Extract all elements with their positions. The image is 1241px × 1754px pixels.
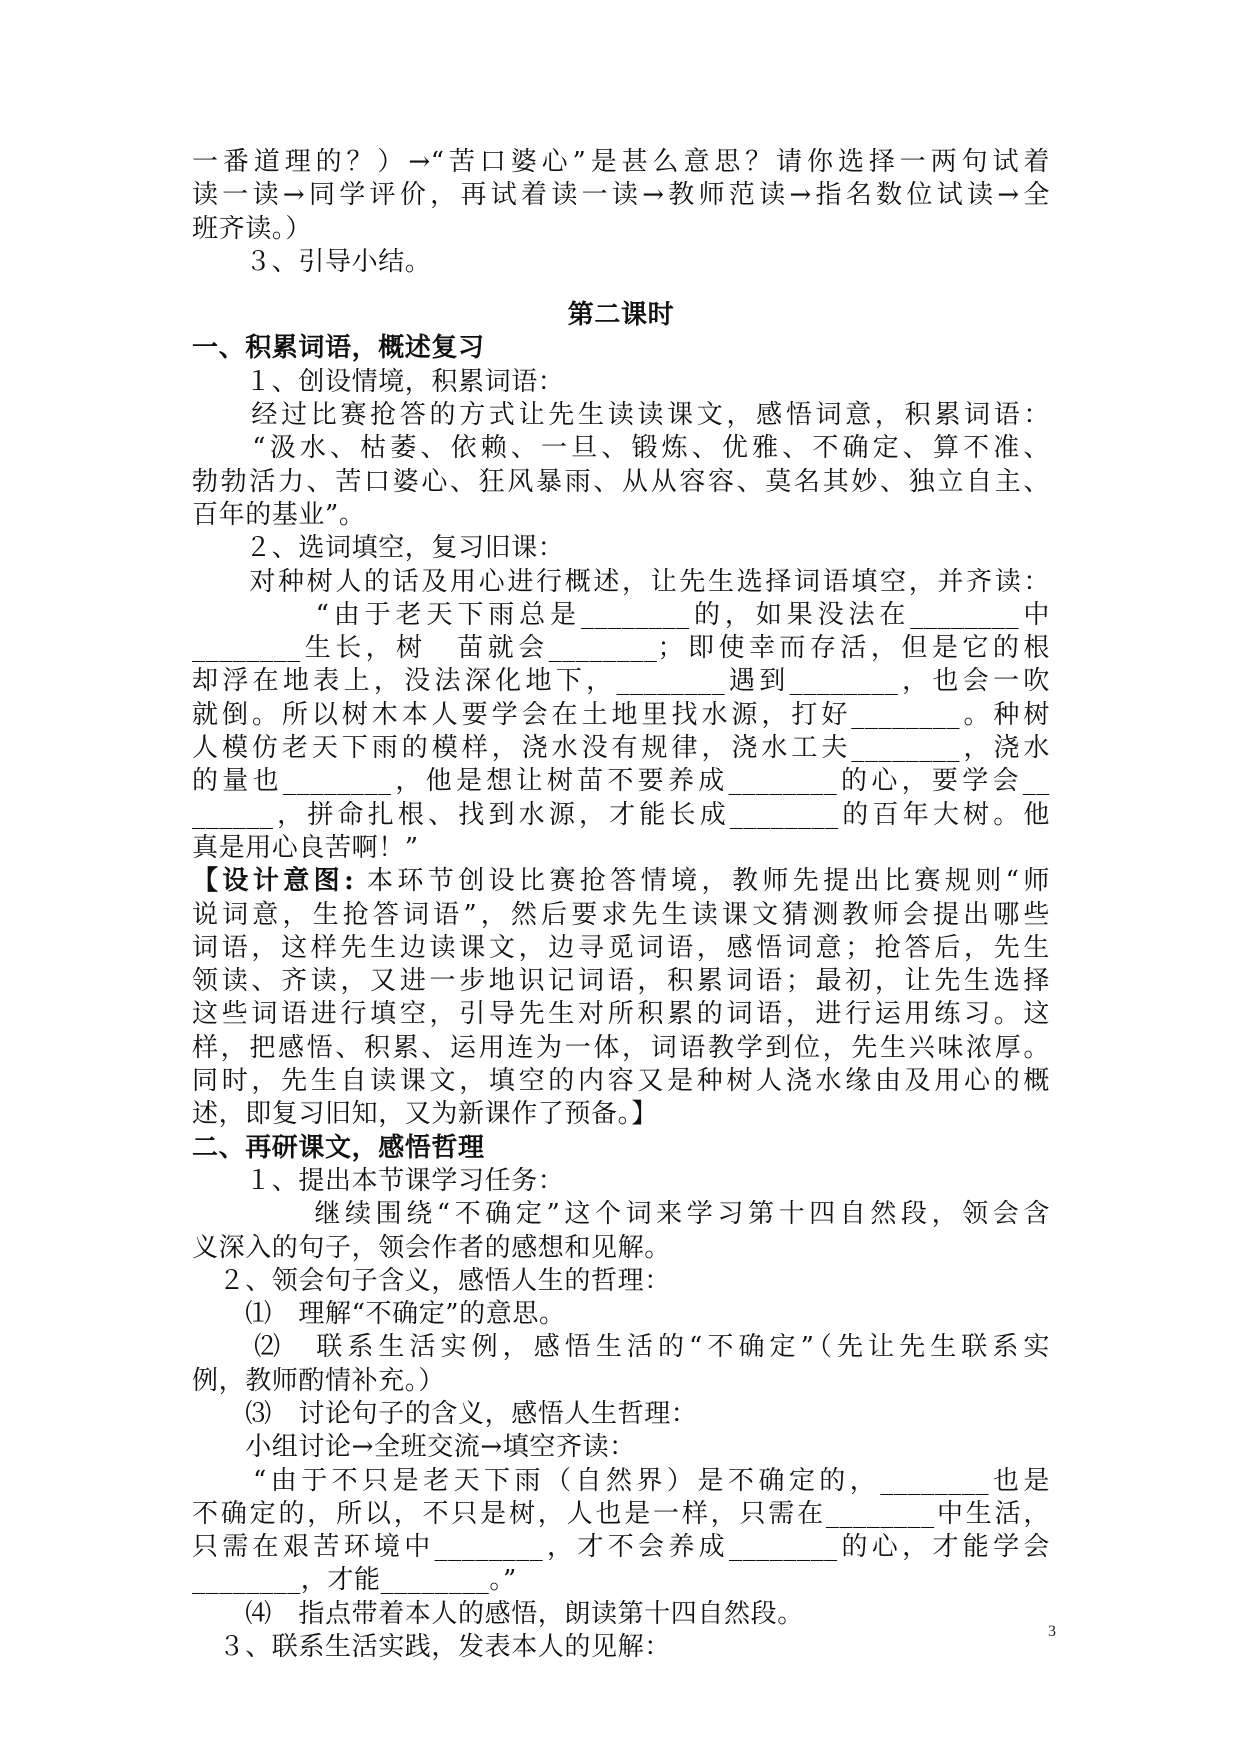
text-line: １、创设情境，积累词语：: [192, 366, 565, 397]
text-line: 经过比赛抢答的方式让先生读读课文，感悟词意，积累词语：: [192, 400, 1050, 431]
page-number: 3: [1048, 1623, 1056, 1640]
text-line: 对种树人的话及用心进行概述，让先生选择词语填空，并齐读：: [192, 566, 1050, 597]
text-line: 班齐读。）: [192, 213, 313, 244]
text-line: ２、领会句子含义，感悟人生的哲理：: [192, 1265, 671, 1296]
text-line: ⑵ 联系生活实例，感悟生活的“不确定”（先让先生联系实: [192, 1332, 1050, 1363]
text-line: ３、联系生活实践，发表本人的见解：: [192, 1632, 671, 1663]
text-line: 一番道理的？）→“苦口婆心”是甚么意思？请你选择一两句试着: [192, 147, 1050, 177]
text-line: ⑶ 讨论句子的含义，感悟人生哲理：: [192, 1398, 698, 1429]
text-line: 同时，先生自读课文，填空的内容又是种树人浇水缘由及用心的概: [192, 1066, 1050, 1097]
fill-blank-line: 却浮在地表上，没法深化地下，________遇到________，也会一吹: [192, 666, 1050, 697]
fill-blank-line: 人模仿老天下雨的模样，浇水没有规律，浇水工夫________，浇水: [192, 733, 1050, 764]
text-line: 词语，这样先生边读课文，边寻觅词语，感悟词意；抢答后，先生: [192, 932, 1050, 963]
text-line: １、提出本节课学习任务：: [192, 1165, 565, 1196]
fill-blank-line: ________，才能________。”: [192, 1565, 517, 1596]
section-heading: 二、再研课文，感悟哲理: [192, 1132, 485, 1163]
fill-blank-line: ______，拼命扎根、找到水源，才能长成________的百年大树。他: [192, 799, 1050, 830]
text-line: 小组讨论→全班交流→填空齐读：: [192, 1432, 636, 1463]
text-line: 领读、齐读，又进一步地识记词语，积累词语；最初，让先生选择: [192, 966, 1050, 997]
text-line: 例，教师酌情补充。）: [192, 1365, 446, 1396]
fill-blank-line: “由于不只是老天下雨（自然界）是不确定的，________也是: [192, 1465, 1050, 1496]
fill-blank-line: “由于老天下雨总是________的，如果没法在________中: [192, 599, 1050, 630]
text-line: ⑷ 指点带着本人的感悟，朗读第十四自然段。: [192, 1598, 804, 1629]
text-line: ２、选词填空，复习旧课：: [192, 533, 565, 564]
text-line: 读一读→同学评价，再试着读一读→教师范读→指名数位试读→全: [192, 180, 1050, 211]
design-intent-text: 本环节创设比赛抢答情境，教师先提出比赛规则“师: [354, 866, 1050, 897]
fill-blank-line: ________生长，树 苗就会________；即使幸而存活，但是它的根: [192, 633, 1050, 664]
section-heading: 一、积累词语，概述复习: [192, 333, 485, 364]
fill-blank-line: 不确定的，所以，不只是树，人也是一样，只需在________中生活，: [192, 1498, 1050, 1529]
text-line: 说词意，生抢答词语”，然后要求先生读课文猜测教师会提出哪些: [192, 899, 1050, 930]
lesson-title: 第二课时: [567, 300, 675, 331]
fill-blank-line: 只需在艰苦环境中________，才不会养成________的心，才能学会: [192, 1532, 1050, 1563]
text-line: 百年的基业”。: [192, 499, 366, 530]
text-line: ３、引导小结。: [192, 246, 432, 277]
fill-blank-line: 的量也________，他是想让树苗不要养成________的心，要学会__: [192, 766, 1050, 797]
text-line: “汲水、枯萎、依赖、一旦、锻炼、优雅、不确定、算不准、: [192, 433, 1050, 464]
fill-blank-line: 就倒。所以树木本人要学会在土地里找水源，打好________。种树: [192, 699, 1050, 730]
text-line: ⑴ 理解“不确定”的意思。: [192, 1299, 566, 1330]
text-line: 述，即复习旧知，又为新课作了预备。】: [192, 1099, 658, 1130]
text-line: 真是用心良苦啊！”: [192, 832, 419, 863]
design-intent-line: [192, 865, 1050, 898]
text-line: 义深入的句子，领会作者的感想和见解。: [192, 1232, 671, 1263]
design-intent-label: 【设计意图:: [192, 866, 355, 897]
page-content: [192, 146, 1050, 1664]
text-line: 这些词语进行填空，引导先生对所积累的词语，进行运用练习。这: [192, 999, 1050, 1030]
text-line: 继续围绕“不确定”这个词来学习第十四自然段，领会含: [192, 1199, 1050, 1230]
text-line: 样，把感悟、积累、运用连为一体，词语教学到位，先生兴味浓厚。: [192, 1032, 1050, 1063]
text-line: 勃勃活力、苦口婆心、狂风暴雨、从从容容、莫名其妙、独立自主、: [192, 466, 1050, 497]
